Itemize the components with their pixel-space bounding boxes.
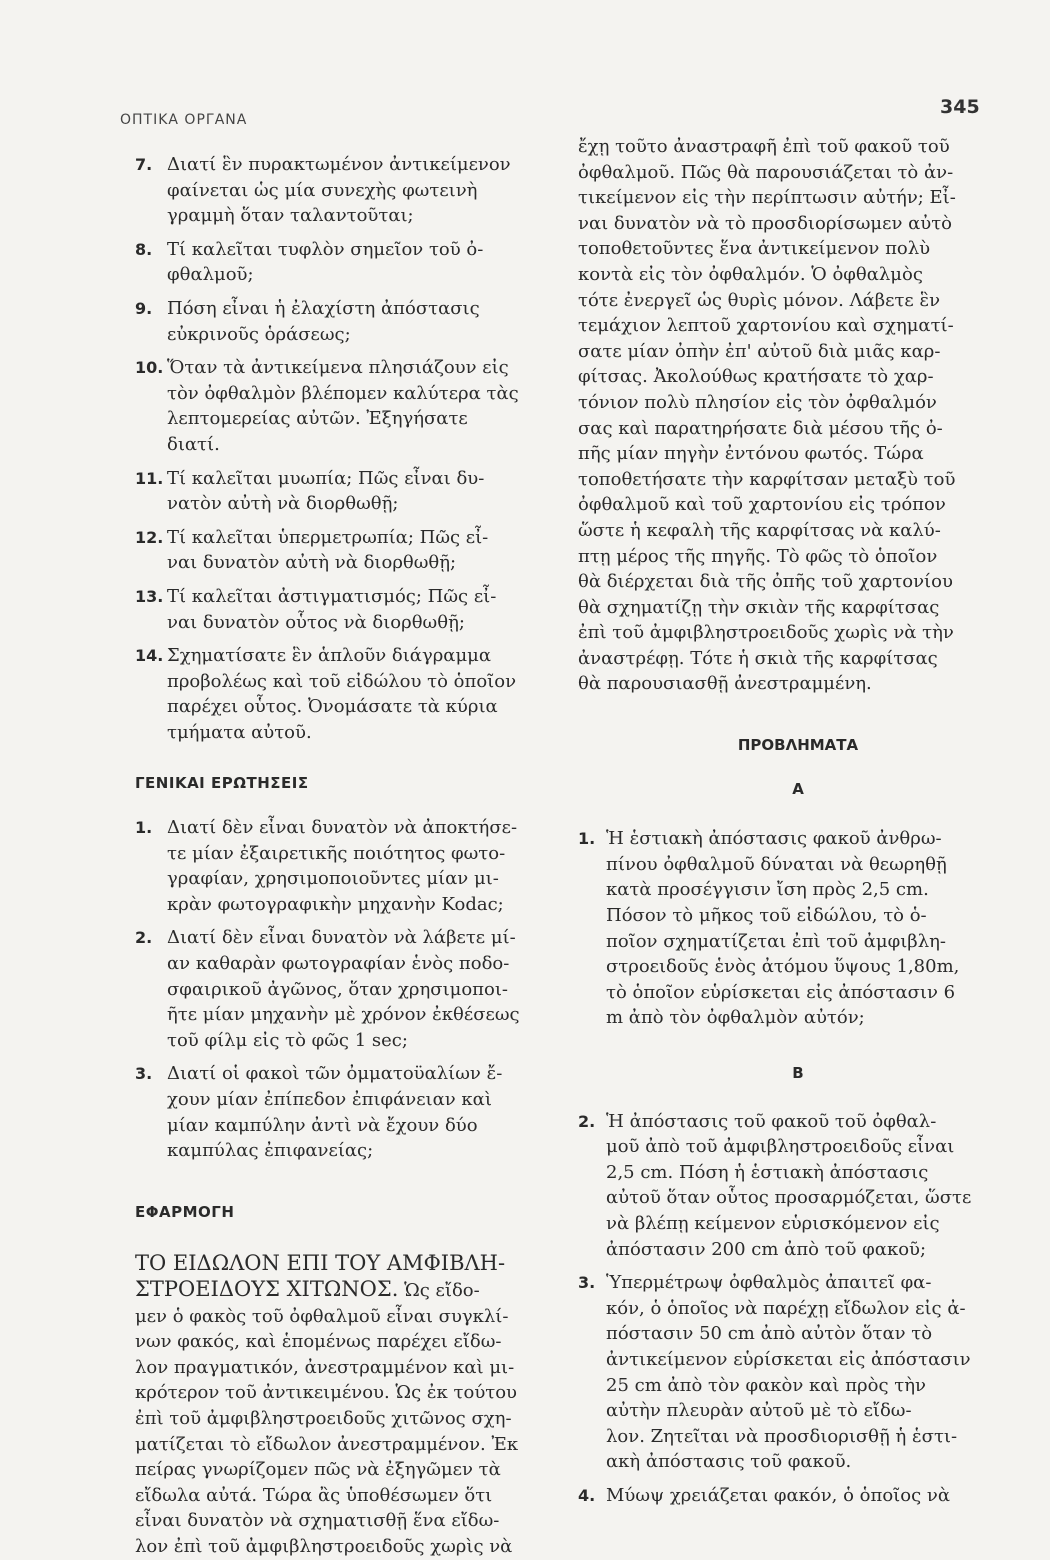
text-line: μίαν καμπύλην ἀντὶ νὰ ἔχουν δύο bbox=[167, 1114, 478, 1136]
item-number: 2. bbox=[578, 1111, 596, 1131]
text-line: Ὅταν τὰ ἀντικείμενα πλησιάζουν εἰς bbox=[167, 357, 509, 379]
text-line: Ὑπερμέτρωψ ὀφθαλμὸς ἀπαιτεῖ φα- bbox=[606, 1272, 932, 1294]
text-line: λον ἐπὶ τοῦ ἀμφιβληστροειδοῦς χωρὶς νὰ bbox=[135, 1535, 513, 1557]
text-line: Τί καλεῖται μυωπία; Πῶς εἶναι δυ- bbox=[167, 467, 485, 489]
text-line: Τί καλεῖται τυφλὸν σημεῖον τοῦ ὀ- bbox=[167, 238, 484, 260]
text-line: θὰ σχηματίζῃ τὴν σκιὰν τῆς καρφίτσας bbox=[578, 596, 940, 618]
text-line: ὥστε ἡ κεφαλὴ τῆς καρφίτσας νὰ καλύ- bbox=[578, 519, 941, 541]
item-text bbox=[167, 296, 545, 347]
text-line: ὀφθαλμοῦ καὶ τοῦ χαρτονίου εἰς τρόπον bbox=[578, 494, 946, 516]
item-number: 1. bbox=[135, 818, 153, 838]
text-line: m ἀπὸ τὸν ὀφθαλμὸν αὐτόν; bbox=[606, 1007, 865, 1029]
text-line: φίτσας. Ἀκολούθως κρατήσατε τὸ χαρ- bbox=[578, 366, 934, 388]
text-line: νων φακός, καὶ ἑπομένως παρέχει εἴδω- bbox=[135, 1331, 502, 1353]
right-column bbox=[578, 134, 1018, 1509]
text-line: τοποθετοῦντες ἕνα ἀντικείμενον πολὺ bbox=[578, 238, 931, 260]
text-line: Διατί ἓν πυρακτωμένον ἀντικείμενον bbox=[167, 154, 511, 175]
text-line: τεμάχιον λεπτοῦ χαρτονίου καὶ σχηματί- bbox=[578, 315, 954, 337]
question-item bbox=[135, 466, 545, 517]
text-line: πῆς μίαν πηγὴν ἐντόνου φωτός. Τώρα bbox=[578, 443, 924, 465]
question-item bbox=[135, 355, 545, 457]
application-body bbox=[135, 1304, 545, 1560]
text-line: μοῦ ἀπὸ τοῦ ἀμφιβληστροειδοῦς εἶναι bbox=[606, 1136, 955, 1158]
text-line: κρὰν φωτογραφικὴν μηχανὴν Kodac; bbox=[167, 893, 504, 915]
text-line: Τί καλεῖται ἀστιγματισμός; Πῶς εἶ- bbox=[167, 585, 497, 607]
problems-heading: ΠΡΟΒΛΗΜΑΤΑ bbox=[737, 736, 859, 755]
item-number: 9. bbox=[135, 298, 153, 318]
text-line: ἀπόστασιν 200 cm ἀπὸ τοῦ φακοῦ; bbox=[606, 1238, 927, 1260]
problems-b-list bbox=[578, 1109, 1018, 1509]
text-line: αὐτοῦ ὅταν οὗτος προσαρμόζεται, ὥστε bbox=[606, 1187, 972, 1209]
text-line: νὰ βλέπῃ κείμενον εὑρισκόμενον εἰς bbox=[606, 1212, 940, 1234]
text-line: διατί. bbox=[167, 433, 220, 455]
text-line: τότε ἐνεργεῖ ὡς θυρὶς μόνον. Λάβετε ἓν bbox=[578, 289, 941, 311]
page-number: 345 bbox=[940, 96, 980, 118]
question-item bbox=[135, 1061, 545, 1163]
item-text bbox=[167, 466, 545, 517]
text-line: προβολέως καὶ τοῦ εἰδώλου τὸ ὁποῖον bbox=[167, 670, 517, 692]
text-line: ἀναστρέφῃ. Τότε ἡ σκιὰ τῆς καρφίτσας bbox=[578, 647, 938, 669]
text-line: λεπτομερείας αὐτῶν. Ἐξηγήσατε bbox=[167, 408, 468, 430]
text-line: στροειδοῦς ἑνὸς ἀτόμου ὕψους 1,80m, bbox=[606, 956, 960, 978]
text-line: σφαιρικοῦ ἀγῶνος, ὅταν χρησιμοποι- bbox=[167, 978, 508, 1000]
text-line: ὀφθαλμοῦ. Πῶς θὰ παρουσιάζεται τὸ ἀν- bbox=[578, 161, 954, 183]
text-line: Σχηματίσατε ἓν ἁπλοῦν διάγραμμα bbox=[167, 645, 491, 667]
item-number: 3. bbox=[135, 1064, 153, 1084]
problems-a-list bbox=[578, 826, 1018, 1031]
text-line: γραφίαν, χρησιμοποιοῦντες μίαν μι- bbox=[167, 868, 499, 890]
item-text bbox=[167, 815, 545, 917]
general-questions-heading: ΓΕΝΙΚΑΙ ΕΡΩΤΗΣΕΙΣ bbox=[135, 774, 309, 793]
item-number: 10. bbox=[135, 358, 164, 378]
text-line: κοντὰ εἰς τὸν ὀφθαλμόν. Ὁ ὀφθαλμὸς bbox=[578, 263, 923, 285]
general-question-list bbox=[135, 815, 545, 1164]
question-item bbox=[135, 815, 545, 917]
text-line: Πόση εἶναι ἡ ἐλαχίστη ἀπόστασις bbox=[167, 297, 480, 319]
text-line: τοῦ φίλμ εἰς τὸ φῶς 1 sec; bbox=[167, 1029, 408, 1051]
text-line: Μύωψ χρειάζεται φακόν, ὁ ὁποῖος νὰ bbox=[606, 1484, 950, 1506]
item-text bbox=[606, 826, 1018, 1031]
text-line: Τί καλεῖται ὑπερμετρωπία; Πῶς εἶ- bbox=[167, 526, 489, 548]
problem-item bbox=[578, 1483, 1018, 1509]
text-line: ῆτε μίαν μηχανὴν μὲ χρόνον ἐκθέσεως bbox=[167, 1004, 520, 1026]
item-text bbox=[167, 925, 545, 1053]
application-text bbox=[135, 1251, 545, 1559]
text-line: εἶναι δυνατὸν νὰ σχηματισθῇ ἕνα εἴδω- bbox=[135, 1510, 500, 1532]
text-line: λον. Ζητεῖται νὰ προσδιορισθῇ ἡ ἑστι- bbox=[606, 1425, 958, 1447]
item-number: 13. bbox=[135, 586, 164, 606]
application-continued bbox=[578, 134, 1018, 697]
item-number: 4. bbox=[578, 1485, 596, 1505]
text-line: ναι δυνατὸν αὐτὴ νὰ διορθωθῇ; bbox=[167, 552, 457, 574]
text-line: φθαλμοῦ; bbox=[167, 264, 254, 286]
text-line: τε μίαν ἐξαιρετικῆς ποιότητος φωτο- bbox=[167, 842, 506, 864]
application-heading: ΕΦΑΡΜΟΓΗ bbox=[135, 1202, 235, 1221]
text-line: πίνου ὀφθαλμοῦ δύναται νὰ θεωρηθῇ bbox=[606, 853, 947, 875]
text-line: ματίζεται τὸ εἴδωλον ἀνεστραμμένον. Ἐκ bbox=[135, 1433, 519, 1455]
item-number: 2. bbox=[135, 928, 153, 948]
question-item bbox=[135, 237, 545, 288]
text-line: ναι δυνατὸν νὰ τὸ προσδιορίσωμεν αὐτὸ bbox=[578, 212, 953, 234]
text-line: πείρας γνωρίζομεν πῶς νὰ ἐξηγῶμεν τὰ bbox=[135, 1459, 501, 1481]
question-item bbox=[135, 152, 545, 229]
item-text bbox=[606, 1483, 1018, 1509]
text-line: τὸν ὀφθαλμὸν βλέπομεν καλύτερα τὰς bbox=[167, 382, 519, 404]
text-line: τμήματα αὐτοῦ. bbox=[167, 721, 312, 743]
question-item bbox=[135, 296, 545, 347]
text-line: Ἡ ἑστιακὴ ἀπόστασις φακοῦ ἀνθρω- bbox=[606, 828, 942, 850]
text-line: σας καὶ παρατηρήσατε διὰ μέσου τῆς ὀ- bbox=[578, 417, 943, 439]
question-item bbox=[135, 925, 545, 1053]
question-list bbox=[135, 152, 545, 745]
application-title-line: ΤΟ ΕΙΔΩΛΟΝ ΕΠΙ ΤΟΥ ΑΜΦΙΒΛΗ- bbox=[135, 1251, 506, 1276]
text-line: Διατί δὲν εἶναι δυνατὸν νὰ λάβετε μί- bbox=[167, 927, 516, 949]
section-a-heading: Α bbox=[792, 779, 804, 798]
text-line: 25 cm ἀπὸ τὸν φακὸν καὶ πρὸς τὴν bbox=[606, 1374, 926, 1396]
item-text bbox=[167, 525, 545, 576]
text-line: ἀντικείμενον εὑρίσκεται εἰς ἀπόστασιν bbox=[606, 1348, 971, 1370]
text-line: ναι δυνατὸν οὗτος νὰ διορθωθῇ; bbox=[167, 611, 465, 633]
text-line: εὐκρινοῦς ὁράσεως; bbox=[167, 323, 351, 345]
text-line: λον πραγματικόν, ἀνεστραμμένον καὶ μι- bbox=[135, 1356, 515, 1378]
question-item bbox=[135, 584, 545, 635]
text-line: γραμμὴ ὅταν ταλαντοῦται; bbox=[167, 205, 414, 227]
text-line: ἐπὶ τοῦ ἀμφιβληστροειδοῦς χιτῶνος σχη- bbox=[135, 1407, 512, 1429]
text-line: τικείμενον εἰς τὴν περίπτωσιν αὐτήν; Εἶ- bbox=[578, 187, 956, 209]
item-number: 1. bbox=[578, 829, 596, 849]
item-text bbox=[167, 237, 545, 288]
question-item bbox=[135, 643, 545, 745]
text-line: ἔχῃ τοῦτο ἀναστραφῆ ἐπὶ τοῦ φακοῦ τοῦ bbox=[578, 136, 950, 157]
text-line: κρότερον τοῦ ἀντικειμένου. Ὡς ἐκ τούτου bbox=[135, 1382, 517, 1404]
text-line: τοποθετήσατε τὴν καρφίτσαν μεταξὺ τοῦ bbox=[578, 468, 956, 490]
text-line: κόν, ὁ ὁποῖος νὰ παρέχῃ εἴδωλον εἰς ἀ- bbox=[606, 1297, 966, 1319]
text-line: Ἡ ἀπόστασις τοῦ φακοῦ τοῦ ὀφθαλ- bbox=[606, 1110, 937, 1132]
text-line: αν καθαρὰν φωτογραφίαν ἑνὸς ποδο- bbox=[167, 953, 510, 975]
item-text bbox=[167, 643, 545, 745]
item-text bbox=[606, 1270, 1018, 1475]
text-line: σατε μίαν ὀπὴν ἐπ' αὐτοῦ διὰ μιᾶς καρ- bbox=[578, 340, 941, 362]
text-line: καμπύλας ἐπιφανείας; bbox=[167, 1140, 374, 1162]
application-title-tail: Ὡς εἴδο- bbox=[398, 1279, 480, 1301]
text-line: 2,5 cm. Πόση ἡ ἑστιακὴ ἀπόστασις bbox=[606, 1161, 929, 1183]
item-text bbox=[167, 584, 545, 635]
question-item bbox=[135, 525, 545, 576]
text-line: πτῃ μέρος τῆς πηγῆς. Τὸ φῶς τὸ ὁποῖον bbox=[578, 545, 938, 567]
item-number: 12. bbox=[135, 527, 164, 547]
item-number: 14. bbox=[135, 646, 164, 666]
left-column bbox=[135, 152, 545, 1560]
text-line: θὰ παρουσιασθῇ ἀνεστραμμένη. bbox=[578, 673, 872, 695]
text-line: Πόσον τὸ μῆκος τοῦ εἰδώλου, τὸ ὁ- bbox=[606, 905, 927, 927]
item-text bbox=[167, 1061, 545, 1163]
text-line: φαίνεται ὡς μία συνεχὴς φωτεινὴ bbox=[167, 179, 478, 201]
problem-item bbox=[578, 826, 1018, 1031]
item-text bbox=[606, 1109, 1018, 1263]
item-number: 3. bbox=[578, 1273, 596, 1293]
text-line: χουν μίαν ἐπίπεδον ἐπιφάνειαν καὶ bbox=[167, 1089, 492, 1110]
text-line: πόστασιν 50 cm ἀπὸ αὐτὸν ὅταν τὸ bbox=[606, 1323, 933, 1345]
text-line: μεν ὁ φακὸς τοῦ ὀφθαλμοῦ εἶναι συγκλί- bbox=[135, 1305, 509, 1327]
item-number: 8. bbox=[135, 239, 153, 259]
text-line: τὸ ὁποῖον εὑρίσκεται εἰς ἀπόστασιν 6 bbox=[606, 981, 956, 1003]
text-line: Διατί οἱ φακοὶ τῶν ὀμματοϋαλίων ἔ- bbox=[167, 1063, 503, 1085]
item-text bbox=[167, 355, 545, 457]
problem-item bbox=[578, 1109, 1018, 1263]
text-line: ακὴ ἀπόστασις τοῦ φακοῦ. bbox=[606, 1451, 852, 1473]
text-line: παρέχει οὗτος. Ὀνομάσατε τὰ κύρια bbox=[167, 696, 498, 718]
text-line: τόνιον πολὺ πλησίον εἰς τὸν ὀφθαλμόν bbox=[578, 391, 937, 413]
application-title-line: ΣΤΡΟΕΙΔΟΥΣ ΧΙΤΩΝΟΣ. bbox=[135, 1276, 399, 1301]
text-line: εἴδωλα αὐτά. Τώρα ἂς ὑποθέσωμεν ὅτι bbox=[135, 1484, 493, 1506]
application-title-line bbox=[135, 1277, 545, 1304]
section-b-heading: Β bbox=[792, 1064, 804, 1082]
text-line: ποῖον σχηματίζεται ἐπὶ τοῦ ἀμφιβλη- bbox=[606, 930, 946, 952]
text-line: ἐπὶ τοῦ ἀμφιβληστροειδοῦς χωρὶς νὰ τὴν bbox=[578, 622, 954, 644]
text-line: κατὰ προσέγγισιν ἴση πρὸς 2,5 cm. bbox=[606, 879, 929, 901]
problem-item bbox=[578, 1270, 1018, 1475]
text-line: αὐτὴν πλευρὰν αὐτοῦ μὲ τὸ εἴδω- bbox=[606, 1400, 912, 1422]
item-number: 11. bbox=[135, 468, 164, 488]
text-line: νατὸν αὐτὴ νὰ διορθωθῇ; bbox=[167, 493, 399, 515]
item-text bbox=[167, 152, 545, 229]
running-header: ΟΠΤΙΚΑ ΟΡΓΑΝΑ bbox=[120, 112, 248, 128]
item-number: 7. bbox=[135, 155, 153, 174]
text-line: θὰ διέρχεται διὰ τῆς ὀπῆς τοῦ χαρτονίου bbox=[578, 571, 953, 593]
text-line: Διατί δὲν εἶναι δυνατὸν νὰ ἀποκτήσε- bbox=[167, 817, 518, 839]
